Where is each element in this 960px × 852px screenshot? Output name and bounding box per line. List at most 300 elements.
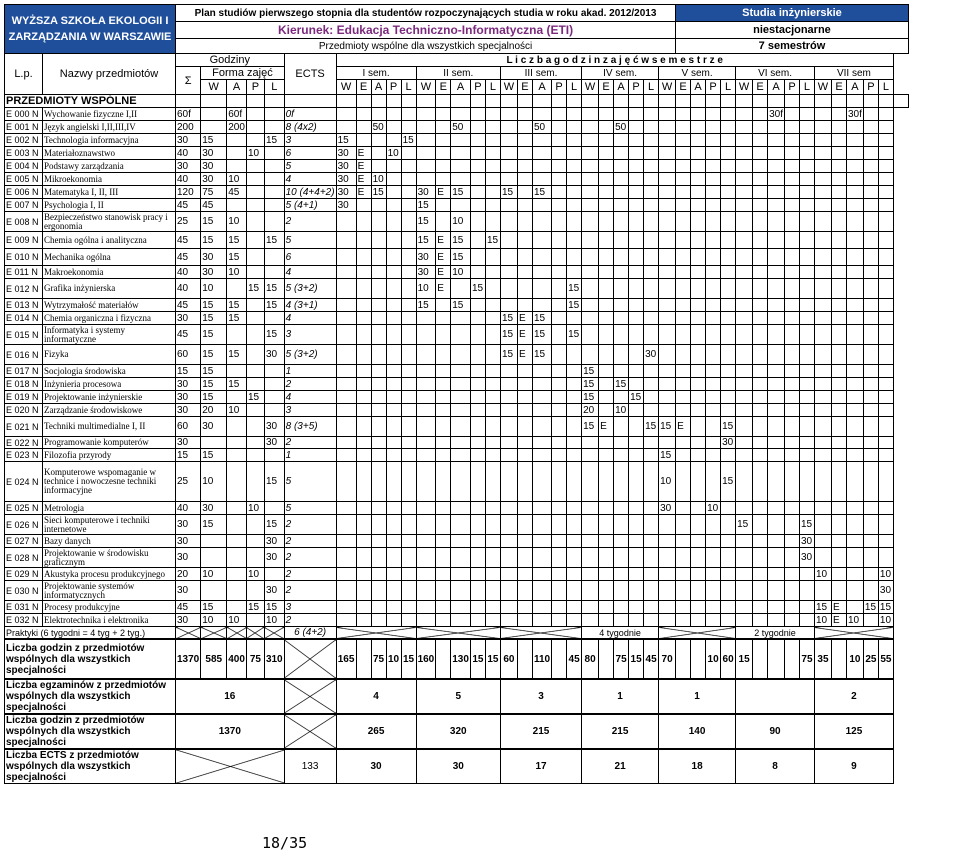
semester-hours	[451, 404, 471, 417]
ects-value: 2	[284, 581, 336, 601]
empty-cell	[753, 95, 768, 108]
semester-hours	[614, 601, 629, 614]
semester-hours	[644, 173, 659, 186]
semester-hours	[784, 437, 799, 449]
semester-hours	[831, 581, 846, 601]
hours-l	[264, 108, 284, 121]
empty-cell	[659, 95, 676, 108]
empty-cell	[614, 95, 629, 108]
hours-summary-sem	[676, 639, 691, 679]
semester-hours	[614, 345, 629, 365]
semester-hours	[436, 548, 451, 568]
semester-hours	[799, 312, 814, 325]
semester-hours	[470, 232, 485, 249]
semester-hours	[532, 614, 551, 627]
semester-hours	[721, 134, 736, 147]
hours-p	[246, 535, 264, 548]
ects-value: 3	[284, 404, 336, 417]
semester-hours	[676, 502, 691, 515]
semester-hours: 30	[659, 502, 676, 515]
semester-hours	[863, 378, 878, 391]
semester-hours	[371, 108, 386, 121]
semester-hours: 15	[416, 299, 436, 312]
semester-hours	[567, 134, 582, 147]
semester-hours	[567, 449, 582, 462]
semester-hours	[416, 601, 436, 614]
course-code: E 021 N	[5, 417, 43, 437]
semester-hours	[470, 108, 485, 121]
semester-hours	[814, 160, 831, 173]
semester-hours	[644, 535, 659, 548]
semester-hours	[736, 121, 753, 134]
semester-hours	[517, 502, 532, 515]
semester-hours	[599, 449, 614, 462]
semester-hours	[863, 404, 878, 417]
semester-hours	[814, 502, 831, 515]
table-row	[5, 404, 909, 417]
semester-hours	[356, 515, 371, 535]
semester-hours	[485, 502, 500, 515]
semester-hours	[736, 502, 753, 515]
semester-hours	[401, 515, 416, 535]
semester-hours	[451, 199, 471, 212]
semester-hours	[552, 121, 567, 134]
semester-hours: 10	[814, 568, 831, 581]
semester-hours	[532, 581, 551, 601]
semester-hours	[659, 160, 676, 173]
semester-hours	[436, 199, 451, 212]
semester-hours	[401, 186, 416, 199]
semester-hours	[336, 462, 356, 502]
semester-hours	[552, 108, 567, 121]
semester-hours	[386, 160, 401, 173]
course-name: Chemia organiczna i fizyczna	[43, 312, 176, 325]
semester-hours	[416, 108, 436, 121]
ects-value: 4	[284, 173, 336, 186]
semester-hours	[485, 378, 500, 391]
semester-hours	[470, 548, 485, 568]
semester-hours	[831, 299, 846, 312]
semester-hours	[552, 365, 567, 378]
semester-hours: E	[517, 312, 532, 325]
ects-value: 4	[284, 312, 336, 325]
semester-hours	[386, 515, 401, 535]
semester-hours	[814, 391, 831, 404]
course-name: Materiałoznawstwo	[43, 147, 176, 160]
semester-hours	[644, 325, 659, 345]
ects-value: 6	[284, 249, 336, 266]
semester-hours	[846, 249, 863, 266]
semester-hours	[386, 404, 401, 417]
semester-hours	[644, 404, 659, 417]
semester-hours	[371, 502, 386, 515]
semester-hours: 10	[614, 404, 629, 417]
semester-hours	[644, 108, 659, 121]
semester-hours	[386, 535, 401, 548]
semester-hours	[416, 391, 436, 404]
table-row	[5, 299, 909, 312]
semester-hours	[517, 548, 532, 568]
sem-e-header: E	[436, 80, 451, 95]
hours-total: 40	[176, 147, 201, 160]
semester-hours	[485, 173, 500, 186]
hours-summary-total: 400	[227, 639, 247, 679]
semester-hours	[614, 312, 629, 325]
semester-hours	[386, 232, 401, 249]
semester-hours: 15	[567, 299, 582, 312]
course-name: Sieci komputerowe i techniki internetowe	[43, 515, 176, 535]
semester-hours	[644, 232, 659, 249]
semester-hours	[416, 581, 436, 601]
semester-hours	[582, 299, 599, 312]
semester-hours	[567, 147, 582, 160]
semester-hours	[753, 449, 768, 462]
semester-hours	[721, 266, 736, 279]
semester-hours	[470, 601, 485, 614]
semester-hours	[814, 312, 831, 325]
semester-header-3: III sem.	[500, 67, 581, 80]
hours-a: 15	[227, 345, 247, 365]
semester-hours	[799, 391, 814, 404]
semester-hours	[371, 515, 386, 535]
sem-p-header: P	[629, 80, 644, 95]
hours-summary-sem: 15	[401, 639, 416, 679]
semester-hours	[691, 449, 706, 462]
sem-l-header: L	[567, 80, 582, 95]
empty-cell	[500, 627, 581, 640]
semester-hours	[500, 232, 517, 249]
ects-value: 2	[284, 212, 336, 232]
semester-hours	[753, 186, 768, 199]
hours-p	[246, 325, 264, 345]
semester-hours	[706, 462, 721, 502]
semester-hours	[485, 437, 500, 449]
semester-hours: 15	[736, 515, 753, 535]
semester-hours	[629, 417, 644, 437]
hours2-summary-label: Liczba godzin z przedmiotów wspólnych dla wszystkich specjalności	[5, 714, 176, 749]
semester-hours	[336, 345, 356, 365]
semester-hours	[416, 417, 436, 437]
semester-hours	[599, 108, 614, 121]
ects-value: 0f	[284, 108, 336, 121]
semester-hours	[500, 462, 517, 502]
semester-hours	[386, 365, 401, 378]
semester-hours	[706, 108, 721, 121]
hours-a	[227, 417, 247, 437]
ects-sem: 9	[814, 749, 893, 784]
semester-hours	[721, 147, 736, 160]
semester-hours	[614, 325, 629, 345]
semester-hours	[401, 437, 416, 449]
empty-cell	[416, 95, 436, 108]
semester-hours	[814, 249, 831, 266]
exams-sem: 3	[500, 679, 581, 714]
table-row	[5, 378, 909, 391]
hours-l: 15	[264, 601, 284, 614]
semester-hours: 15	[532, 186, 551, 199]
hours-a: 10	[227, 173, 247, 186]
semester-hours	[416, 312, 436, 325]
semester-hours	[532, 212, 551, 232]
semester-hours: 15	[582, 365, 599, 378]
semester-hours: 15	[532, 345, 551, 365]
semester-hours	[846, 437, 863, 449]
hours-a	[227, 199, 247, 212]
semester-hours	[721, 404, 736, 417]
hours-a: 45	[227, 186, 247, 199]
semester-hours	[517, 134, 532, 147]
semester-hours	[336, 365, 356, 378]
semester-hours	[416, 365, 436, 378]
semester-hours	[336, 548, 356, 568]
semester-hours	[567, 212, 582, 232]
empty-cell	[552, 95, 567, 108]
semester-hours	[552, 614, 567, 627]
semester-hours	[599, 391, 614, 404]
semester-hours	[644, 266, 659, 279]
semester-hours	[336, 391, 356, 404]
semester-header-5: V sem.	[659, 67, 736, 80]
semester-hours	[470, 147, 485, 160]
course-name: Projektowanie w środowisku graficznym	[43, 548, 176, 568]
semester-hours	[552, 378, 567, 391]
semester-hours	[721, 548, 736, 568]
semester-hours	[736, 249, 753, 266]
semester-hours	[659, 312, 676, 325]
semester-hours	[485, 568, 500, 581]
semester-hours	[799, 417, 814, 437]
exams-sem: 5	[416, 679, 500, 714]
hours-summary-sem: 10	[386, 639, 401, 679]
semester-hours	[676, 108, 691, 121]
semester-hours	[599, 232, 614, 249]
semester-hours	[599, 212, 614, 232]
semester-hours	[451, 365, 471, 378]
hours-p	[246, 121, 264, 134]
semester-hours	[552, 147, 567, 160]
semester-hours: 15	[799, 515, 814, 535]
semester-hours	[436, 437, 451, 449]
semester-hours	[736, 581, 753, 601]
semester-hours	[567, 614, 582, 627]
semester-hours	[846, 312, 863, 325]
semester-hours	[644, 121, 659, 134]
empty-cell	[284, 639, 336, 679]
hours-a	[227, 568, 247, 581]
hours-w: 15	[201, 449, 227, 462]
semester-hours	[878, 212, 893, 232]
hours-l: 15	[264, 325, 284, 345]
empty-cell	[676, 95, 691, 108]
hours-l	[264, 502, 284, 515]
semester-hours	[753, 279, 768, 299]
semester-hours	[691, 108, 706, 121]
semester-hours	[863, 417, 878, 437]
semester-hours	[644, 147, 659, 160]
semester-hours	[582, 312, 599, 325]
semester-hours	[436, 535, 451, 548]
semester-hours	[753, 173, 768, 186]
semester-hours	[599, 614, 614, 627]
semester-hours	[485, 147, 500, 160]
hours-p	[246, 581, 264, 601]
semester-hours	[401, 614, 416, 627]
course-code: E 017 N	[5, 365, 43, 378]
table-row	[5, 173, 909, 186]
semester-hours	[532, 299, 551, 312]
table-row	[5, 160, 909, 173]
empty-cell	[284, 95, 336, 108]
semester-hours	[500, 121, 517, 134]
course-name: Techniki multimedialne I, II	[43, 417, 176, 437]
semester-hours	[784, 417, 799, 437]
semester-hours	[676, 378, 691, 391]
hours-w	[201, 535, 227, 548]
semester-hours	[582, 462, 599, 502]
lp-header: L.p.	[5, 54, 43, 95]
hours-p	[246, 134, 264, 147]
ects-value: 3	[284, 134, 336, 147]
semester-hours	[517, 449, 532, 462]
semester-hours	[863, 299, 878, 312]
semester-hours: 15	[416, 199, 436, 212]
semester-hours	[768, 160, 785, 173]
semester-hours	[336, 535, 356, 548]
semester-hours	[878, 462, 893, 502]
semester-hours	[863, 312, 878, 325]
semester-hours	[599, 345, 614, 365]
hours-w: 15	[201, 365, 227, 378]
semester-hours	[784, 345, 799, 365]
semester-hours	[582, 614, 599, 627]
semester-hours: 15	[582, 391, 599, 404]
course-code: E 007 N	[5, 199, 43, 212]
semester-hours	[500, 391, 517, 404]
table-row	[5, 365, 909, 378]
course-name: Zarządzanie środowiskowe	[43, 404, 176, 417]
semester-hours	[706, 391, 721, 404]
semester-hours	[416, 160, 436, 173]
semester-hours	[644, 212, 659, 232]
semester-hours	[386, 266, 401, 279]
sem-a-header: A	[451, 80, 471, 95]
semester-hours	[629, 437, 644, 449]
hours-a: 10	[227, 266, 247, 279]
semester-hours	[336, 312, 356, 325]
semester-hours	[386, 249, 401, 266]
semester-hours	[691, 134, 706, 147]
semester-hours: 30	[336, 199, 356, 212]
sem-w-header: W	[416, 80, 436, 95]
semester-hours	[676, 614, 691, 627]
semester-hours	[371, 212, 386, 232]
hours-total: 30	[176, 581, 201, 601]
course-code: E 027 N	[5, 535, 43, 548]
semester-hours	[356, 325, 371, 345]
semester-hours	[451, 312, 471, 325]
sem-w-header: W	[500, 80, 517, 95]
semester-hours	[485, 266, 500, 279]
semester-hours	[736, 266, 753, 279]
ects-value: 4 (3+1)	[284, 299, 336, 312]
semester-hours	[784, 449, 799, 462]
sem-e-header: E	[599, 80, 614, 95]
semester-hours	[863, 581, 878, 601]
course-name: Procesy produkcyjne	[43, 601, 176, 614]
semester-hours: 10	[878, 568, 893, 581]
semester-hours	[736, 462, 753, 502]
semester-hours	[599, 147, 614, 160]
semester-hours	[567, 437, 582, 449]
table-row	[5, 502, 909, 515]
course-name: Bazy danych	[43, 535, 176, 548]
ects-value: 5 (3+2)	[284, 279, 336, 299]
empty-cell	[176, 95, 201, 108]
ects-value: 10 (4+4+2)	[285, 186, 335, 198]
semester-hours	[336, 515, 356, 535]
semester-hours	[599, 404, 614, 417]
semester-hours: 30	[336, 173, 356, 186]
semester-hours	[863, 186, 878, 199]
hours-l: 15	[264, 134, 284, 147]
semester-hours: E	[356, 160, 371, 173]
semester-hours	[863, 345, 878, 365]
hours-w: 30	[201, 266, 227, 279]
course-code: E 023 N	[5, 449, 43, 462]
semester-hours	[356, 581, 371, 601]
hours-a	[227, 502, 247, 515]
hours-p	[246, 173, 264, 186]
semester-hours	[768, 312, 785, 325]
semester-hours	[336, 417, 356, 437]
hours-summary-sem: 80	[582, 639, 599, 679]
hours-a	[227, 147, 247, 160]
table-row	[5, 568, 909, 581]
empty-cell	[227, 95, 247, 108]
semester-hours	[371, 299, 386, 312]
semester-hours	[552, 325, 567, 345]
exams-sem: 1	[659, 679, 736, 714]
semester-hours	[401, 391, 416, 404]
semester-hours: 15	[451, 249, 471, 266]
hours-w: 10	[201, 568, 227, 581]
semester-hours	[470, 378, 485, 391]
ects-sem: 8	[736, 749, 815, 784]
semester-hours	[371, 391, 386, 404]
semester-hours	[768, 515, 785, 535]
semester-hours	[517, 279, 532, 299]
semester-hours	[863, 325, 878, 345]
semester-hours	[691, 299, 706, 312]
hours-summary-sem: 60	[500, 639, 517, 679]
course-name: Bezpieczeństwo stanowisk pracy i ergonomia	[43, 212, 176, 232]
hours-summary-sem	[517, 639, 532, 679]
semester-hours	[336, 449, 356, 462]
semester-hours	[336, 568, 356, 581]
semester-hours	[831, 391, 846, 404]
semester-hours	[336, 212, 356, 232]
semester-hours	[846, 515, 863, 535]
praktyki-sem4: 4 tygodnie	[582, 627, 659, 640]
empty-cell	[567, 95, 582, 108]
semester-hours	[814, 535, 831, 548]
semester-hours	[753, 266, 768, 279]
semester-hours	[706, 121, 721, 134]
course-name: Matematyka I, II, III	[43, 186, 176, 199]
semester-hours	[356, 417, 371, 437]
semester-hours	[386, 279, 401, 299]
semester-hours	[629, 173, 644, 186]
